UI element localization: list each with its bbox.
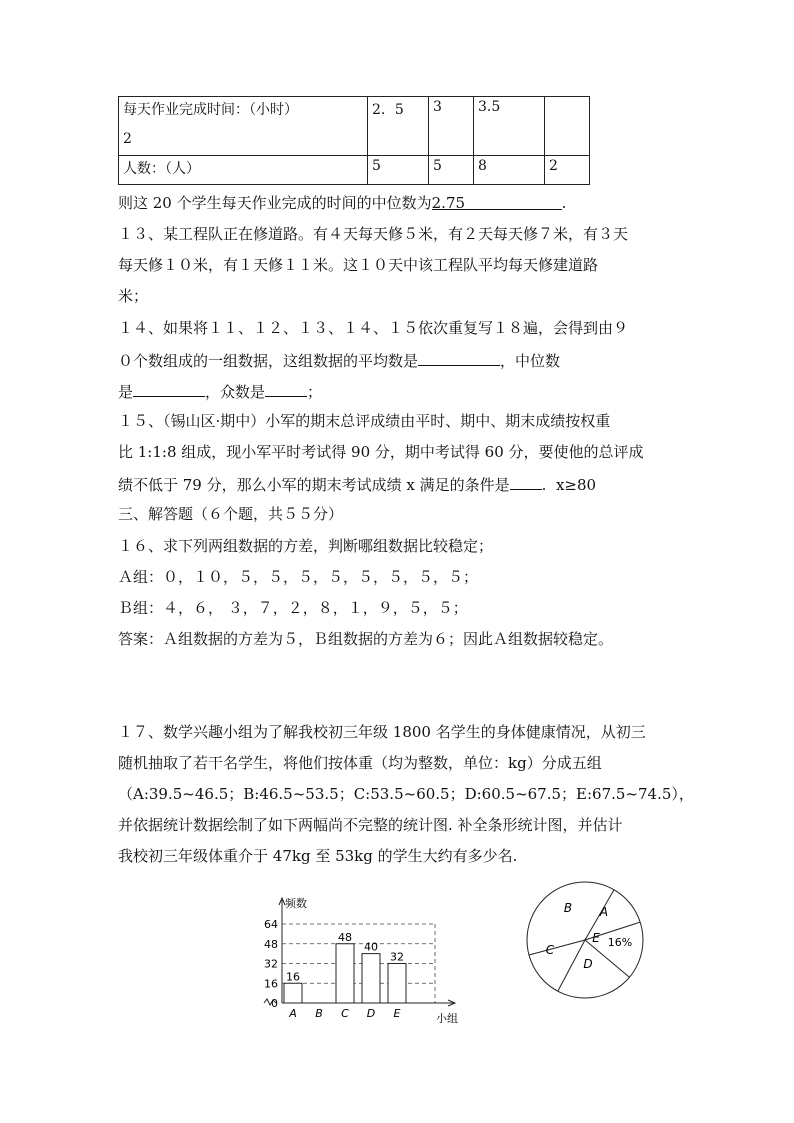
pie-chart	[520, 876, 650, 1006]
question-text: 是	[118, 383, 134, 401]
table-cell: 5	[368, 156, 429, 185]
question-text: ０个数组成的一组数据，这组数据的平均数是	[118, 352, 419, 370]
y-tick-label: 0	[271, 997, 278, 1010]
x-axis-label: 小组	[436, 1012, 458, 1025]
table-cell	[119, 97, 368, 156]
answer-blank	[418, 349, 500, 366]
answer-text: x≥80	[555, 476, 597, 494]
pie-slice-label: C	[545, 943, 555, 957]
q12-answer-line	[118, 193, 566, 213]
y-tick-label: 32	[264, 957, 278, 971]
y-axis-label: 频数	[285, 897, 307, 910]
q17-line-1: １７、数学兴趣小组为了解我校初三年级 1800 名学生的身体健康情况，从初三	[118, 723, 646, 741]
punctuation: .	[561, 194, 567, 212]
table-cell	[545, 97, 590, 156]
q17-line-4: 并依据统计数据绘制了如下两幅尚不完整的统计图. 补全条形统计图，并估计	[118, 816, 623, 834]
q17-line-2: 随机抽取了若干名学生，将他们按体重（均为整数，单位：kg）分成五组	[118, 754, 602, 772]
table-cell: 5	[429, 156, 474, 185]
q13-line-2: 每天修１０米，有１天修１１米。这１０天中该工程队平均每天修建道路	[118, 256, 599, 274]
pie-slice-label: D	[583, 957, 593, 971]
question-text: 则这 20 个学生每天作业完成的时间的中位数为	[118, 194, 432, 212]
x-tick-label: C	[341, 1007, 349, 1020]
section-heading: 三、解答题（６个题，共５５分）	[118, 505, 344, 523]
data-label: 16	[286, 970, 300, 984]
q14-line-2	[118, 349, 560, 371]
q16-group-a: Ａ组：０，１０，５，５，５，５，５，５，５，５；	[118, 568, 479, 586]
table-cell: 8	[474, 156, 545, 185]
pie-slice-label: B	[563, 901, 573, 915]
question-text: ，中位数	[500, 352, 561, 370]
question-text: ；	[307, 383, 323, 401]
q15-line-2: 比 1:1:8 组成，现小军平时考试得 90 分，期中考试得 60 分，要使他的总评成	[118, 443, 644, 461]
bar	[336, 944, 354, 1003]
answer-blank	[510, 473, 542, 490]
q17-line-5: 我校初三年级体重介于 47kg 至 53kg 的学生大约有多少名.	[118, 847, 518, 865]
bar-chart	[250, 888, 470, 1028]
x-tick-label: B	[315, 1007, 323, 1020]
q14-line-1: １４、如果将１１、１２、１３、１４、１５依次重复写１８遍，会得到由９	[118, 319, 629, 337]
x-tick-label: A	[289, 1007, 297, 1020]
homework-time-table	[118, 96, 590, 185]
q13-line-3: 米；	[118, 287, 149, 305]
table-cell: 2	[545, 156, 590, 185]
table-row	[119, 156, 590, 185]
y-tick-label: 48	[264, 937, 278, 951]
data-label: 48	[338, 930, 352, 944]
q16-group-b: Ｂ组：４，６， ３，７，２，８，１，９，５，５；	[118, 599, 468, 617]
y-tick-label: 64	[264, 918, 278, 931]
q13-line-1: １３、某工程队正在修道路。有４天每天修５米，有２天每天修７米，有３天	[118, 225, 629, 243]
q15-line-1: １５、（锡山区·期中）小军的期末总评成绩由平时、期中、期末成绩按权重	[118, 412, 611, 430]
bar	[388, 964, 406, 1004]
q17-line-3: （A:39.5~46.5；B:46.5~53.5；C:53.5~60.5；D:60.5~67.5；E:67.5~74.5），	[118, 785, 694, 803]
x-tick-label: D	[366, 1007, 376, 1020]
pie-slice-label: E	[592, 931, 600, 945]
answer-blank	[265, 380, 307, 397]
q15-line-3	[118, 473, 596, 495]
q16-answer: 答案：Ａ组数据的方差为５，Ｂ组数据的方差为６；因此Ａ组数据较稳定。	[118, 630, 614, 648]
pie-percent-label: 16%	[607, 936, 633, 949]
answer-text: 2.75	[431, 194, 466, 212]
answer-blank	[432, 193, 562, 210]
question-text: ，众数是	[205, 383, 266, 401]
answer-blank	[133, 380, 205, 397]
bar	[284, 983, 302, 1003]
punctuation: .	[541, 476, 547, 494]
table-cell: 2．5	[368, 97, 429, 156]
bar	[362, 954, 380, 1003]
table-cell: 3.5	[474, 97, 545, 156]
table-value: 2	[123, 131, 132, 147]
data-label: 32	[390, 950, 404, 964]
row-header-label: 每天作业完成时间：（小时）	[123, 102, 298, 118]
question-text: 绩不低于 79 分，那么小军的期末考试成绩 x 满足的条件是	[118, 476, 510, 494]
q14-line-3	[118, 380, 322, 402]
row-header-label: 人数：（人）	[119, 156, 368, 185]
x-tick-label: E	[393, 1007, 401, 1020]
data-label: 40	[364, 940, 378, 954]
y-tick-label: 16	[264, 977, 278, 991]
q16-line-1: １６、求下列两组数据的方差，判断哪组数据比较稳定；	[118, 537, 494, 555]
pie-slice-label: A	[599, 905, 609, 919]
table-cell: 3	[429, 97, 474, 156]
table-row	[119, 97, 590, 156]
